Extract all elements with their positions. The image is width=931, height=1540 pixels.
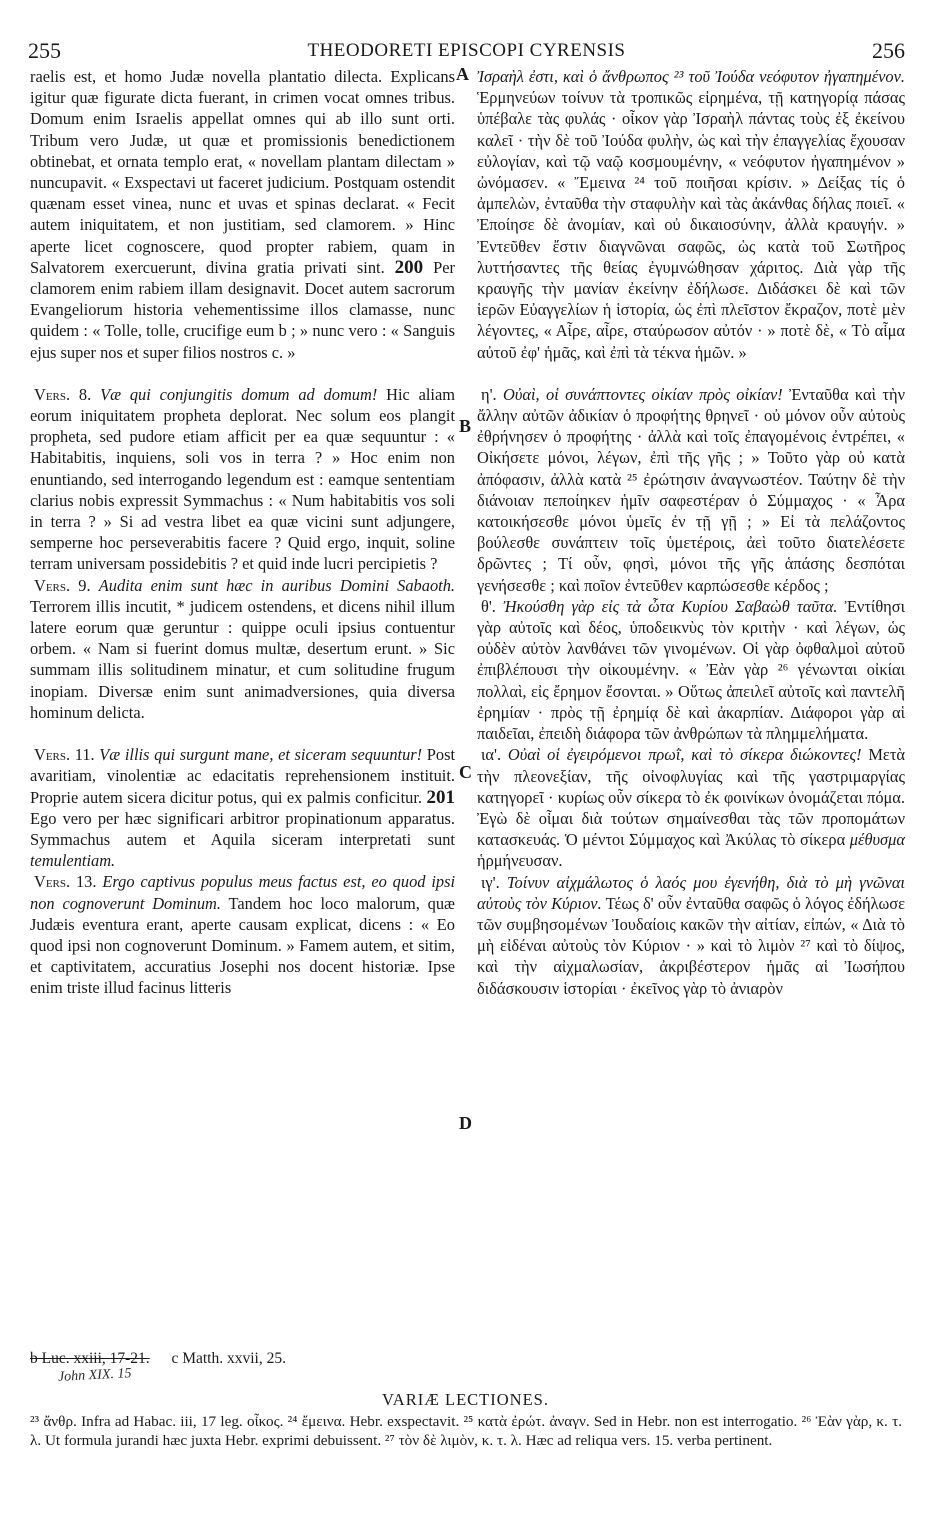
latin-verse-8: Vers. 8. Væ qui conjungitis domum ad domum! Hic aliam eorum iniquitatem propheta deplorat. Nec solum eos plangit propheta, sed pudore etiam afficit per ea quæ sequuntur : « Habitabitis, inquiens, soli vos in terra ? » Hoc enim non enuntiando, sed interrogando legendum est : eamque sententiam clarius nobis expressit Symmachus : « Num habitabitis vos soli in terra ? » Si ad vestra libet ea quæ vicini sunt adjungere, semperne hoc perseverabitis facere ? Quid ergo, inquit, soline terram universam possidebitis ? et quid inde lucri percipietis ?	[30, 384, 456, 574]
latin-paragraph: raelis est, et homo Judæ novella plantatio dilecta. Explicans igitur quæ figurate dicta fuerant, in crimen vocat omnes tribus. Domum enim Israelis appellat omnes qui ab illo sunt orti. Tribum vero Judæ, ut quæ et promissionis benedictionem obtinebat, et ornata templo erat, « novellam plantam dilectam » nuncupavit. « Exspectavi ut faceret judicium. Postquam ostendit quænam esset vinea, nunc et uvas et spinas declarat. « Fecit autem iniquitatem, et non justitiam, sed clamorem. » Hinc aperte licet cognoscere, quod propter rabiem, quam in Salvatorem exercuerunt, divina gratia privati sint. 200 Per clamorem enim rabiem illam designavit. Docet autem sacrorum Evangeliorum historia vehementissime illos clamasse, nunc quidem : « Tolle, tolle, crucifige eum b ; » nunc vero : « Sanguis ejus super nos et super filios nostros c. »	[30, 67, 455, 362]
column-marker-201: 201	[426, 786, 455, 808]
margin-letter-d: D	[459, 1113, 472, 1133]
page-number-left: 255	[28, 38, 61, 63]
margin-letter-b: B	[459, 416, 472, 436]
greek-column	[477, 66, 905, 999]
greek-paragraph: Ἰσραὴλ ἐστι, καὶ ὁ ἄνθρωπος ²³ τοῦ Ἰούδα νεόφυτον ἠγαπημένον. Ἑρμηνεύων τοίνυν τὰ τροπικῶς εἰρημένα, τῇ κατηγορίᾳ πάσας ὑπέβαλε τὰς φυλάς · οἶκον γὰρ Ἰσραὴλ πάντας τοὺς ἐξ ἐκείνου καλεῖ · τὴν δὲ τοῦ Ἰούδα φυλὴν, ὡς καὶ τὴν ἐπαγγελίας ἔχουσαν εὐλογίαν, καὶ τῷ ναῷ κοσμουμένην, « νεόφυτον ἠγαπημένον » ὠνόμασεν. « Ἔμεινα ²⁴ τοῦ ποιῆσαι κρίσιν. » Δείξας τίς ὁ ἀμπελὼν, ἐνταῦθα τὴν σταφυλὴν καὶ τὰς ἀκάνθας δήλας ποιεῖ. « Ἐποίησε δὲ ἀνομίαν, καὶ οὐ δικαιοσύνην, ἀλλὰ κραυγήν. » Ἐντεῦθεν ἔστιν διαγνῶναι σαφῶς, ὡς κατὰ τοῦ Σωτῆρος λυττήσαντες τῆς θείας ἐγυμνώθησαν χάριτος. Διὰ γὰρ τῆς κραυγῆς τὴν μανίαν ἐκείνην ἐδήλωσε. Διδάσκει δὲ καὶ τῶν ἱερῶν Εὐαγγελίων ἡ ἱστορία, ὡς ἐπὶ πλεῖστον ἔκραζον, ποτὲ μὲν λέγοντες, « Αἶρε, αἶρε, σταύρωσον αὐτόν · » ποτὲ δὲ, « Τὸ αἷμα αὐτοῦ ἐφ' ἡμᾶς, καὶ ἐπὶ τὰ τέκνα ἡμῶν. »	[477, 67, 905, 362]
margin-letter-a: A	[456, 64, 469, 84]
greek-verse-11: ια'. Οὐαὶ οἱ ἐγειρόμενοι πρωῒ, καὶ τὸ σίκερα διώκοντες! Μετὰ τὴν πλεονεξίαν, τῆς οἰνοφλυγίας καὶ τῆς γαστριμαργίας κατηγορεῖ · κυρίως οὖν σίκερα τὸ ἐκ φοινίκων ὀνομάζεται πόμα. Ἐγὼ δὲ οἶμαι διὰ τούτων σημαίνεσθαι τὰς τῶν προπομάτων κατασκευάς. Ὁ μέντοι Σύμμαχος καὶ Ἀκύλας τὸ σίκερα μέθυσμα ἡρμήνευσαν.	[477, 745, 905, 871]
variae-lectiones-text: ²³ ἄνθρ. Infra ad Habac. iii, 17 leg. οἶκος. ²⁴ ἔμεινα. Hebr. exspectavit. ²⁵ κατὰ ἐρώτ. ἀναγν. Sed in Hebr. non est interrogatio. ²⁶ Ἐὰν γὰρ, κ. τ. λ. Ut formula jurandi hæc juxta Hebr. exprimi debuissent. ²⁷ τὸν δὲ λιμὸν, κ. τ. λ. Hæc ad reliqua vers. 15. verba pertinent.	[30, 1413, 902, 1449]
latin-verse-11: Vers. 11. Væ illis qui surgunt mane, et siceram sequuntur! Post avaritiam, vinolentiæ ac edacitatis reprehensionem instituit. Proprie autem sicera dicitur potus, qui ex palmis conficitur. 201 Ego vero per hæc significari arbitror propinationum apparatus. Symmachus autem et Aquila siceram interpretati sunt temulentiam.	[30, 745, 456, 871]
running-title: THEODORETI EPISCOPI CYRENSIS	[307, 40, 626, 61]
footnote-c: c Matth. xxvii, 25.	[171, 1350, 286, 1367]
footnotes	[30, 1350, 286, 1368]
page-header	[28, 38, 905, 66]
margin-letter-c: C	[459, 762, 472, 782]
handwritten-annotation: John XIX. 15	[57, 1366, 132, 1385]
greek-verse-13: ιγ'. Τοίνυν αἰχμάλωτος ὁ λαός μου ἐγενήθη, διὰ τὸ μὴ γνῶναι αὐτοὺς τὸν Κύριον. Τέως δ' οὖν ἐνταῦθα σαφῶς ὁ λόγος ἐδήλωσε τῶν συμβησομένων Ἰουδαίοις κακῶν τὴν αἰτίαν, εἰπών, « Διὰ τὸ μὴ εἰδέναι αὐτοὺς τὸν Κύριον · » καὶ τὸ λιμὸν ²⁷ καὶ τὸ δίψος, καὶ τὴν αἰχμαλωσίαν, ἀκριβέστερον ἡμᾶς αἱ Ἰωσήπου διδάσκουσιν ἱστορίαι · ἐκεῖνος γὰρ τὸ ἀνιαρὸν	[477, 872, 905, 998]
footnote-b: b Luc. xxiii, 17-21.	[30, 1350, 150, 1367]
page-number-right: 256	[872, 38, 905, 63]
greek-verse-9: θ'. Ἠκούσθη γὰρ εἰς τὰ ὦτα Κυρίου Σαβαὼθ ταῦτα. Ἐντίθησι γὰρ αὐτοῖς καὶ δέος, ὑποδεικνὺς τὸν κριτὴν · καὶ λέγων, ὡς οὐδὲν αὐτὸν λανθάνει τῶν γινομένων. Οἱ γὰρ ὀφθαλμοὶ αὐτοῦ ἐπιβλέπουσι τὴν οἰκουμένην. « Ἐὰν γὰρ ²⁶ γένωνται οἰκίαι πολλαὶ, εἰς ἔρημον ἔσονται. » Οὕτως ἀπειλεῖ αὐτοῖς καὶ παντελῆ ἐρημίαν · πρὸς τῇ ἐρημίᾳ δὲ καὶ ἀκαρπίαν. Διάφοροι γὰρ αἱ παιδεῖαι, ἐπειδὴ διάφορα τῶν ἀνθρώπων τὰ πλημμελήματα.	[477, 596, 905, 744]
greek-verse-8: η'. Οὐαὶ, οἱ συνάπτοντες οἰκίαν πρὸς οἰκίαν! Ἐνταῦθα καὶ τὴν ἄλλην αὐτῶν ἀδικίαν ὁ προφήτης θρηνεῖ · οὐ μόνον οὖν αὐτοὺς ἐθρήνησεν ὁ προφήτης · ἀλλὰ καὶ τοῖς ἐπαγομένοις ἐντρέπει, « Οἰκήσετε μόνοι, λέγων, ἐπὶ τῆς γῆς ; » Τοῦτο γὰρ οὐ κατὰ ἀπόφασιν, ἀλλὰ κατὰ ²⁵ ἐρώτησιν ἀναγνωστέον. Ταύτην δὲ τὴν διάνοιαν πεποίηκεν ἡμῖν σαφεστέραν ὁ Σύμμαχος · « Ἆρα κατοικήσεσθε μόνοι ὑμεῖς ἐν τῇ γῇ ; » Εἰ τὰ πελάζοντος βούλεσθε συνάπτειν τοῖς ὑμετέροις, ἀεὶ τοῦτο διατελέσετε δρῶντες ; Τί οὖν, φησὶ, μόνοι τῆς γῆς ἁπάσης δεσπόται γενήσεσθε ; καὶ ποῖον ἐντεῦθεν καρπώσεσθε κέρδος ;	[477, 384, 905, 595]
latin-verse-9: Vers. 9. Audita enim sunt hæc in auribus Domini Sabaoth. Terrorem illis incutit, * judicem ostendens, et dicens nihil illum latere eorum quæ geruntur : quippe oculi ipsius contuentur orbem. « Nam si fuerint domus multæ, desertum erunt. » Sic summam illis solitudinem minatur, et cum solitudine frugum inopiam. Diversæ enim sunt animadversiones, quia diversa hominum delicta.	[30, 575, 455, 722]
latin-verse-13: Vers. 13. Ergo captivus populus meus factus est, eo quod ipsi non cognoverunt Dominum. Tandem hoc loco malorum, quæ Judæis eventura erant, aperte causam explicat, dicens : « Eo quod ipsi non cognoverunt Dominum. » Famem autem, et sitim, et captivitatem, accuratius Josephi nos docent historiæ. Ipse enim triste illud facinus litteris	[30, 872, 456, 998]
latin-column	[30, 66, 455, 999]
column-marker-200: 200	[394, 256, 424, 278]
variae-lectiones-heading: VARIÆ LECTIONES.	[382, 1390, 549, 1409]
